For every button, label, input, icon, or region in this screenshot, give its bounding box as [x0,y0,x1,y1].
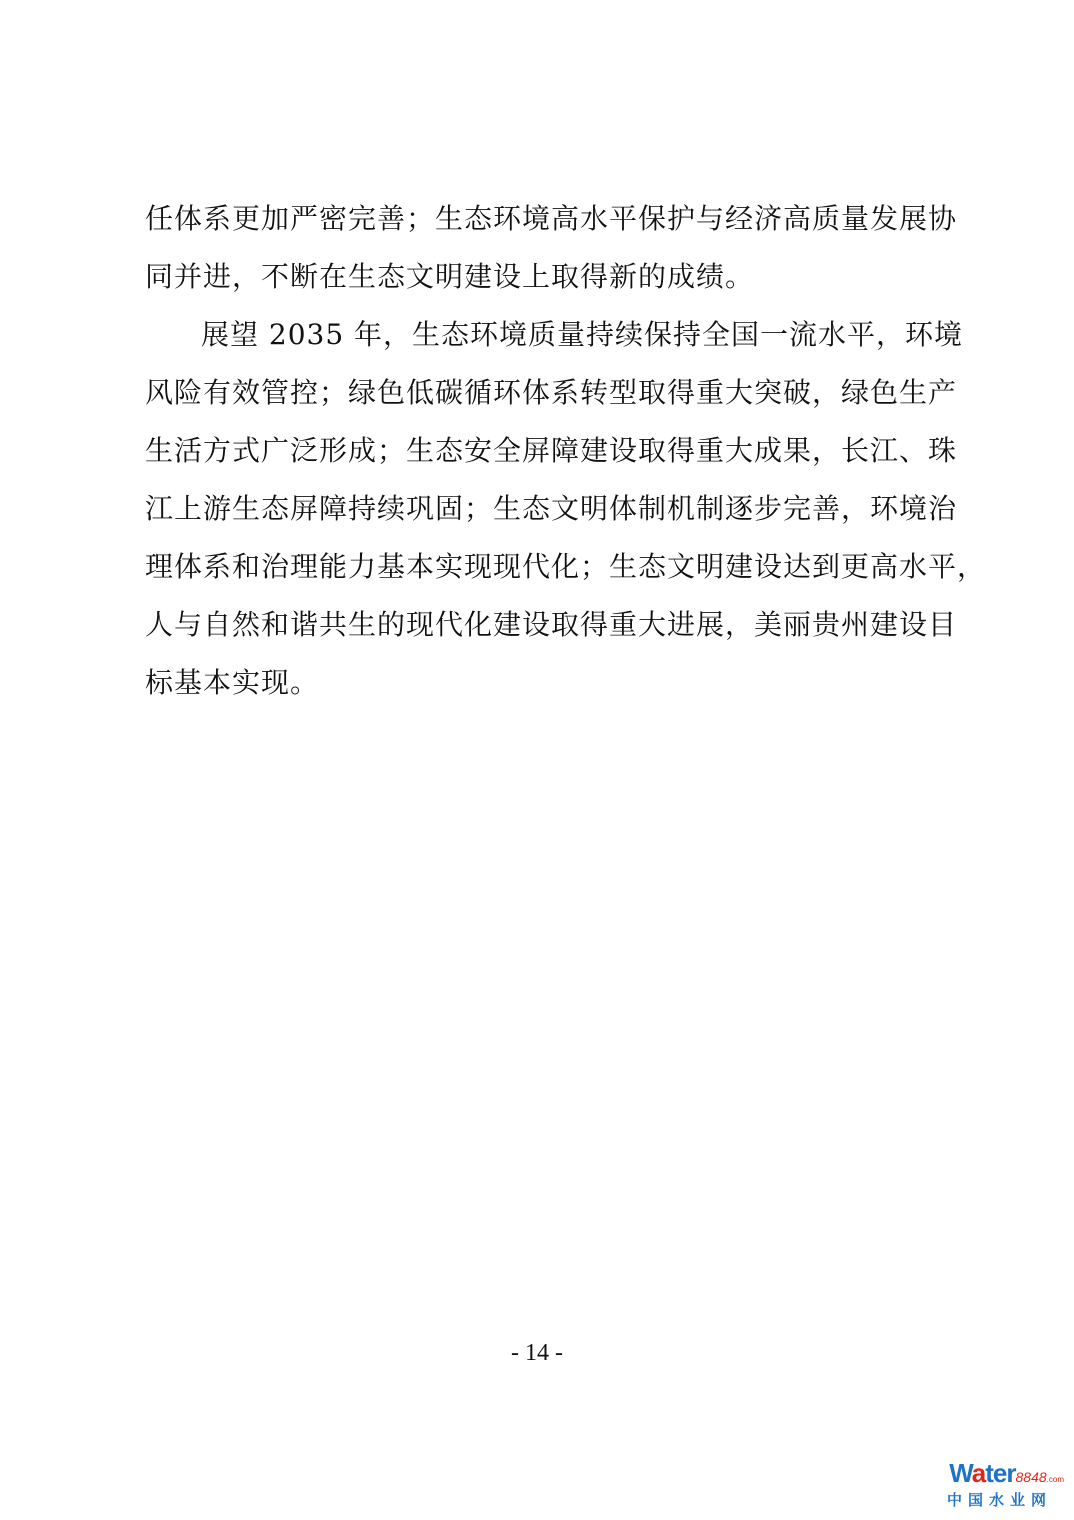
text-line: 风险有效管控；绿色低碳循环体系转型取得重大突破，绿色生产 [145,376,958,409]
text-line: 人与自然和谐共生的现代化建设取得重大进展，美丽贵州建设目 [145,608,958,641]
watermark-brand-domain: .com [1046,1475,1064,1484]
paragraph-1 [145,190,958,306]
text-line: 展望 2035 年，生态环境质量持续保持全国一流水平，环境 [201,318,964,351]
watermark-logo [926,1458,1066,1514]
watermark-brand-text [949,1458,1015,1488]
page-number: - 14 - [511,1340,563,1366]
text-line: 生活方式广泛形成；生态安全屏障建设取得重大成果，长江、珠 [145,434,958,467]
paragraph-2 [145,306,987,712]
watermark-brand-number: 8848 [1015,1469,1047,1485]
watermark-brand [949,1458,1064,1489]
text-line: 理体系和治理能力基本实现现代化；生态文明建设达到更高水平， [145,550,987,583]
body-text [145,190,987,712]
watermark-tagline: 中国水业网 [946,1491,1052,1509]
text-line: 江上游生态屏障持续巩固；生态文明体制机制逐步完善，环境治 [145,492,958,525]
text-line: 标基本实现。 [145,666,320,699]
watermark-brand-prefix: W [949,1458,972,1488]
text-line: 任体系更加严密完善；生态环境高水平保护与经济高质量发展协 [145,202,958,235]
watermark-brand-suffix: ter [985,1458,1016,1488]
watermark-brand-a: a [971,1458,986,1488]
text-line: 同并进，不断在生态文明建设上取得新的成绩。 [145,260,755,293]
